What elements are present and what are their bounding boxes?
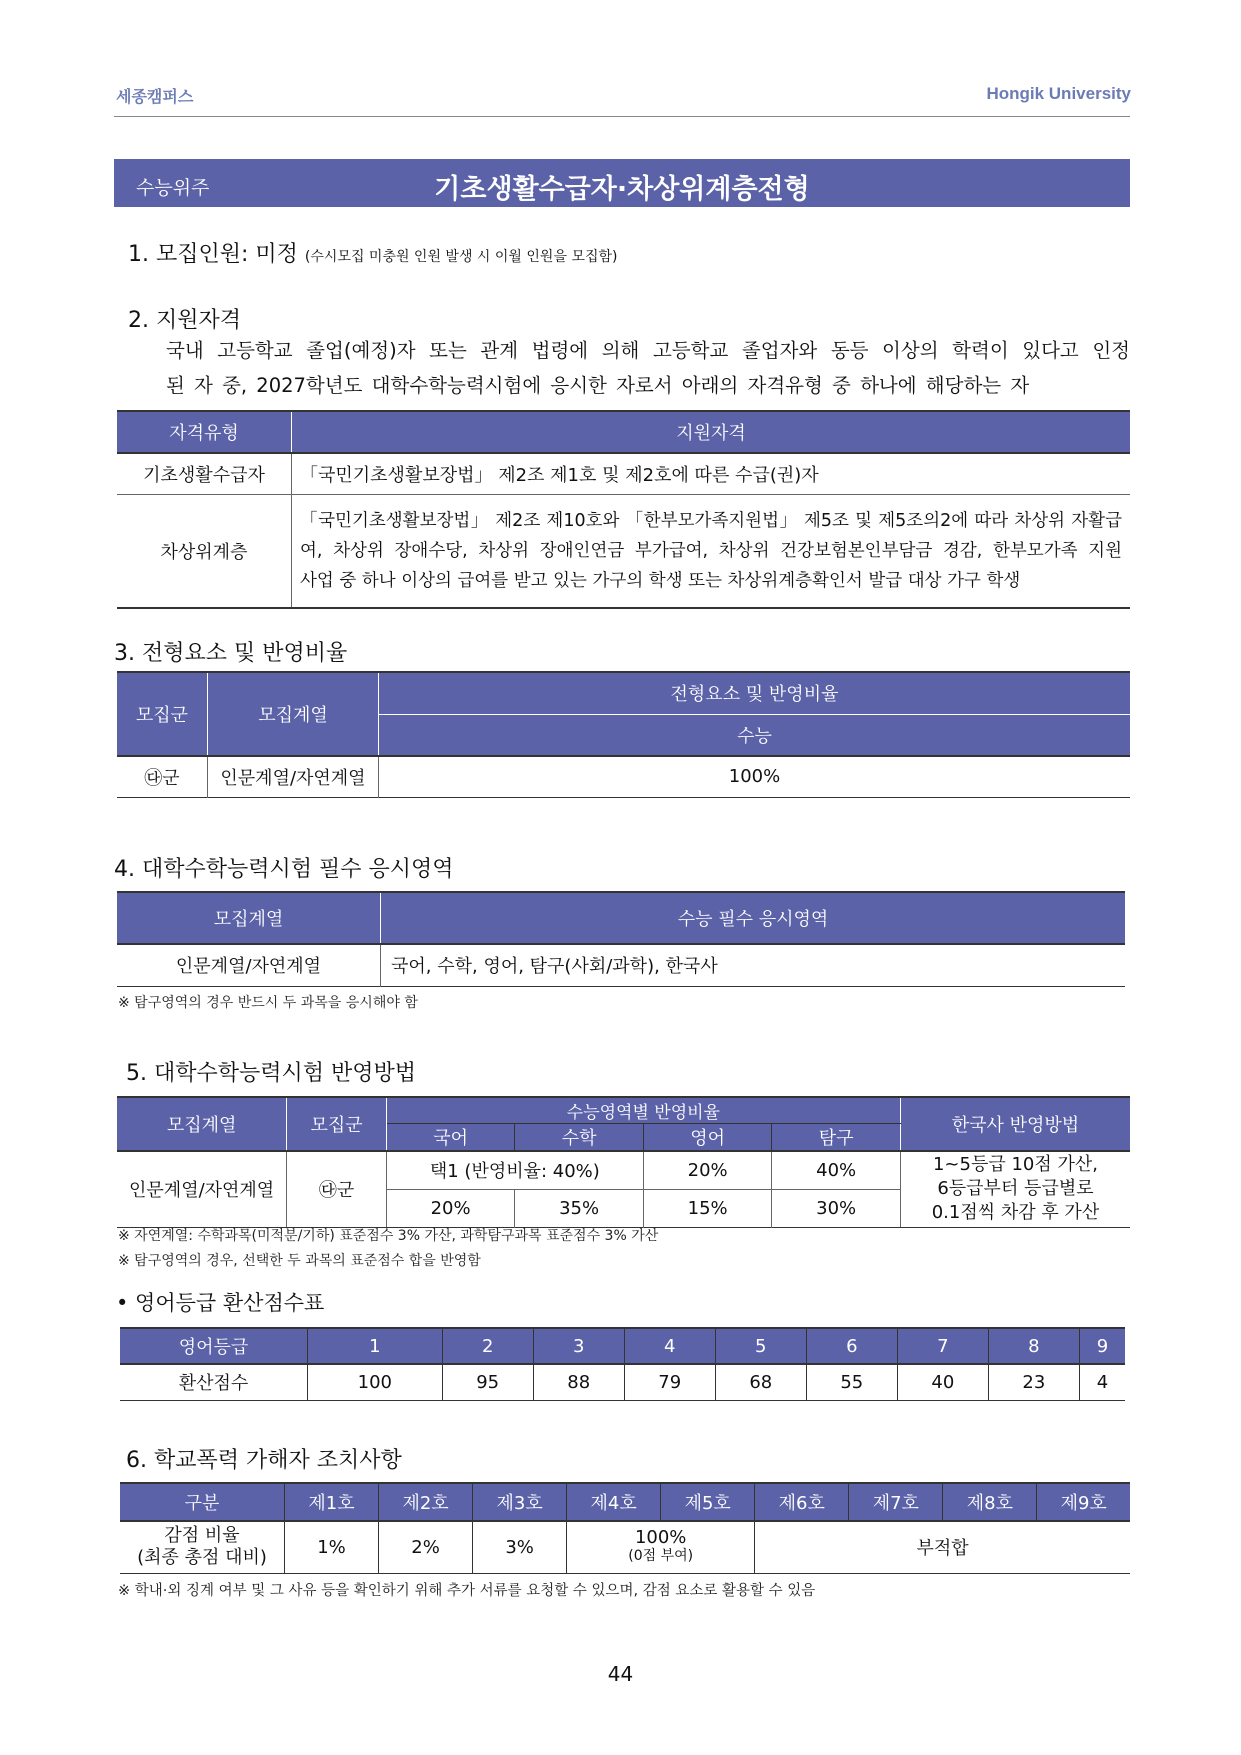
page-number: 44 xyxy=(607,1662,634,1686)
section-6-title: 6. 학교폭력 가해자 조치사항 xyxy=(126,1448,402,1473)
header-group-5: 모집군 xyxy=(287,1097,387,1151)
ratio-series: 인문계열/자연계열 xyxy=(208,756,379,797)
inquiry-ratio-2: 30% xyxy=(772,1189,901,1227)
university-name: Hongik University xyxy=(986,84,1131,103)
grade-5: 5 xyxy=(715,1328,806,1364)
header-divider xyxy=(114,116,1130,117)
grade-2: 2 xyxy=(442,1328,533,1364)
reflection-method-table xyxy=(117,1096,1130,1228)
section-5-title: 5. 대학수학능력시험 반영방법 xyxy=(126,1061,417,1086)
level-2: 제2호 xyxy=(379,1483,473,1521)
level-8: 제8호 xyxy=(943,1483,1037,1521)
score-7: 40 xyxy=(897,1364,988,1400)
header-group: 모집군 xyxy=(117,672,208,756)
method-series: 인문계열/자연계열 xyxy=(117,1151,287,1227)
level-6: 제6호 xyxy=(755,1483,849,1521)
page-title: 기초생활수급자·차상위계층전형 xyxy=(434,174,810,205)
desc-near-poor xyxy=(292,494,1131,608)
score-8: 23 xyxy=(988,1364,1079,1400)
header-converted-score: 환산점수 xyxy=(120,1364,308,1400)
history-line-1: 1~5등급 10점 가산, xyxy=(932,1154,1098,1176)
choice-ratio: 택1 (반영비율: 40%) xyxy=(386,1151,643,1189)
section-4-note: ※ 탐구영역의 경우 반드시 두 과목을 응시해야 함 xyxy=(118,995,418,1011)
section-2-title: 2. 지원자격 xyxy=(128,308,241,333)
subject-math: 수학 xyxy=(515,1124,644,1152)
section-5-note-2: ※ 탐구영역의 경우, 선택한 두 과목의 표준점수 합을 반영함 xyxy=(118,1253,481,1269)
grade-8: 8 xyxy=(988,1328,1079,1364)
score-6: 55 xyxy=(806,1364,897,1400)
campus-label: 세종캠퍼스 xyxy=(116,87,194,106)
desc-near-poor-line-3: 사업 중 하나 이상의 급여를 받고 있는 가구의 학생 또는 차상위계층확인서 발급 대상 가구 학생 xyxy=(300,570,1021,591)
score-3: 88 xyxy=(533,1364,624,1400)
header-suneung: 수능 xyxy=(379,714,1131,756)
history-line-2: 6등급부터 등급별로 xyxy=(937,1178,1094,1200)
subject-korean: 국어 xyxy=(386,1124,515,1152)
deduction-3: 3% xyxy=(473,1521,567,1573)
section-1-note: (수시모집 미충원 인원 발생 시 이월 인원을 모집함) xyxy=(304,249,618,265)
school-violence-table xyxy=(120,1482,1130,1574)
section-1-title: 1. 모집인원: 미정 xyxy=(128,242,298,267)
grade-6: 6 xyxy=(806,1328,897,1364)
level-5: 제5호 xyxy=(661,1483,755,1521)
section-4-title: 4. 대학수학능력시험 필수 응시영역 xyxy=(114,857,454,882)
level-3: 제3호 xyxy=(473,1483,567,1521)
english-grade-title: • 영어등급 환산점수표 xyxy=(116,1291,325,1315)
history-method xyxy=(900,1151,1130,1227)
level-9: 제9호 xyxy=(1037,1483,1130,1521)
title-banner xyxy=(114,159,1130,207)
level-1: 제1호 xyxy=(285,1483,379,1521)
grade-3: 3 xyxy=(533,1328,624,1364)
areas-list: 국어, 수학, 영어, 탐구(사회/과학), 한국사 xyxy=(391,956,718,978)
header-series-4: 모집계열 xyxy=(117,892,381,944)
header-ratio: 수능영역별 반영비율 xyxy=(386,1097,900,1124)
score-5: 68 xyxy=(715,1364,806,1400)
grade-9: 9 xyxy=(1079,1328,1125,1364)
level-4: 제4호 xyxy=(567,1483,661,1521)
eligibility-line-2: 된 자 중, 2027학년도 대학수학능력시험에 응시한 자로서 아래의 자격유형 중 하나에 해당하는 자 xyxy=(166,374,1030,397)
history-line-3: 0.1점씩 차감 후 가산 xyxy=(931,1202,1100,1224)
deduction-4-5 xyxy=(567,1521,755,1573)
inquiry-ratio-1: 40% xyxy=(772,1151,901,1189)
header-elements: 전형요소 및 반영비율 xyxy=(379,672,1131,714)
subject-english: 영어 xyxy=(643,1124,772,1152)
desc-basic: 「국민기초생활보장법」 제2조 제1호 및 제2호에 따른 수급(권)자 xyxy=(300,464,819,486)
score-9: 4 xyxy=(1096,1371,1109,1393)
deduction-label-1: 감점 비율 xyxy=(164,1525,240,1547)
section-1 xyxy=(128,237,617,268)
grade-7: 7 xyxy=(897,1328,988,1364)
score-4: 79 xyxy=(624,1364,715,1400)
type-near-poor: 차상위계층 xyxy=(117,494,292,608)
desc-near-poor-line-2: 여, 차상위 장애수당, 차상위 장애인연금 부가급여, 차상위 건강보험본인부담금 경감, 한부모가족 지원 xyxy=(300,540,1122,561)
selection-ratio-table xyxy=(117,671,1130,798)
english-ratio-1: 20% xyxy=(643,1151,772,1189)
eligibility-table xyxy=(117,410,1130,609)
header-history: 한국사 반영방법 xyxy=(900,1097,1130,1151)
english-grade-table xyxy=(120,1327,1125,1401)
score-2: 95 xyxy=(442,1364,533,1400)
grade-row xyxy=(120,1328,1125,1364)
section-3-title: 3. 전형요소 및 반영비율 xyxy=(114,641,348,666)
deduction-4-5-sub: (0점 부여) xyxy=(628,1548,694,1565)
ratio-value: 100% xyxy=(728,766,781,788)
header-type: 자격유형 xyxy=(117,411,292,453)
grade-1: 1 xyxy=(308,1328,443,1364)
deduction-1: 1% xyxy=(285,1521,379,1573)
deduction-row xyxy=(120,1521,1130,1573)
section-6-note: ※ 학내·외 징계 여부 및 그 사유 등을 확인하기 위해 추가 서류를 요청할 수 있으며, 감점 요소로 활용할 수 있음 xyxy=(118,1583,816,1599)
method-group: ㉰군 xyxy=(287,1151,387,1227)
desc-near-poor-line-1: 「국민기초생활보장법」 제2조 제10호와 「한부모가족지원법」 제5조 및 제5조의2에 따라 차상위 자활급 xyxy=(300,510,1122,531)
level-7: 제7호 xyxy=(849,1483,943,1521)
deduction-label-2: (최종 총점 대비) xyxy=(137,1547,267,1569)
score-row xyxy=(120,1364,1125,1400)
header-eligibility: 지원자격 xyxy=(292,411,1131,453)
areas-series: 인문계열/자연계열 xyxy=(117,944,381,986)
required-areas-table xyxy=(117,891,1125,987)
deduction-4-5-value: 100% xyxy=(634,1527,687,1549)
subject-inquiry: 탐구 xyxy=(772,1124,901,1152)
ratio-group: ㉰군 xyxy=(117,756,208,797)
score-1: 100 xyxy=(308,1364,443,1400)
math-ratio-2: 35% xyxy=(515,1189,644,1227)
header-series-5: 모집계열 xyxy=(117,1097,287,1151)
english-ratio-2: 15% xyxy=(643,1189,772,1227)
header-english-grade: 영어등급 xyxy=(120,1328,308,1364)
header-division: 구분 xyxy=(120,1483,285,1521)
deduction-2: 2% xyxy=(379,1521,473,1573)
deduction-6-9: 부적합 xyxy=(916,1538,969,1560)
header-series: 모집계열 xyxy=(208,672,379,756)
eligibility-line-1: 국내 고등학교 졸업(예정)자 또는 관계 법령에 의해 고등학교 졸업자와 동등 이상의 학력이 있다고 인정 xyxy=(166,339,1130,362)
grade-4: 4 xyxy=(624,1328,715,1364)
section-5-note-1: ※ 자연계열: 수학과목(미적분/기하) 표준점수 3% 가산, 과학탐구과목 표준점수 3% 가산 xyxy=(118,1228,659,1244)
deduction-label xyxy=(120,1521,285,1573)
levels-row xyxy=(120,1483,1130,1521)
banner-category: 수능위주 xyxy=(136,177,210,199)
type-basic: 기초생활수급자 xyxy=(117,453,292,494)
korean-ratio-2: 20% xyxy=(386,1189,515,1227)
header-areas: 수능 필수 응시영역 xyxy=(381,892,1126,944)
